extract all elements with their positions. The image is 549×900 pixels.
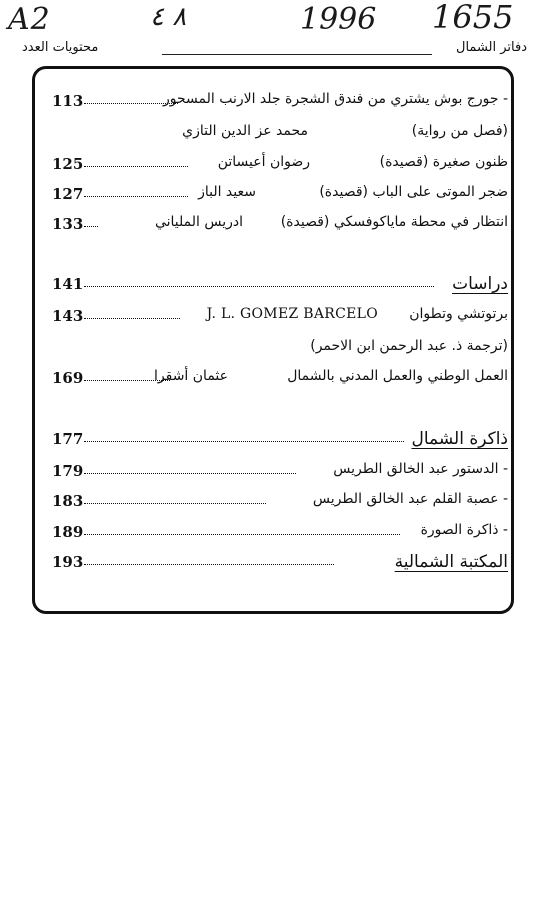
dot-leader bbox=[84, 441, 404, 442]
entry-title: انتظار في محطة ماياكوفسكي (قصيدة) bbox=[280, 214, 508, 230]
dot-leader bbox=[84, 166, 188, 167]
page-header bbox=[22, 40, 527, 62]
entry-title: - الدستور عبد الخالق الطريس bbox=[333, 461, 508, 477]
toc-entry bbox=[52, 460, 508, 484]
entry-author: ادريس الملياني bbox=[154, 214, 243, 230]
entry-author: J. L. GOMEZ BARCELO bbox=[206, 306, 378, 322]
page-number: 143 bbox=[52, 307, 84, 325]
entry-title: العمل الوطني والعمل المدني بالشمال bbox=[287, 368, 508, 384]
section-title: محتويات العدد bbox=[22, 40, 99, 55]
entry-note: (فصل من رواية) bbox=[411, 123, 508, 139]
toc-entry bbox=[52, 521, 508, 545]
entry-author: سعيد الباز bbox=[198, 184, 256, 200]
handwritten-year: 1996 bbox=[300, 2, 377, 37]
entry-title: - عصبة القلم عبد الخالق الطريس bbox=[312, 491, 508, 507]
section-title bbox=[452, 274, 508, 294]
section-heading-studies bbox=[52, 273, 508, 297]
dot-leader bbox=[84, 286, 434, 287]
entry-author: عثمان أشقرا bbox=[154, 368, 228, 384]
dot-leader bbox=[84, 473, 296, 474]
toc-entry-subline bbox=[52, 337, 508, 361]
toc-entry bbox=[52, 367, 508, 391]
entry-title: - جورج بوش يشتري من فندق الشجرة جلد الارنب المسحور bbox=[162, 91, 508, 107]
header-rule bbox=[162, 54, 432, 55]
toc-entry bbox=[52, 213, 508, 237]
page-number: 127 bbox=[52, 185, 84, 203]
section-title-text: دراسات bbox=[452, 274, 508, 294]
entry-title: - ذاكرة الصورة bbox=[420, 522, 508, 538]
handwritten-arabic-numeral: ٨ ٤ bbox=[150, 2, 187, 32]
entry-title: ضجر الموتى على الباب (قصيدة) bbox=[319, 184, 508, 200]
dot-leader bbox=[84, 534, 400, 535]
entry-title: برتوتشي وتطوان bbox=[409, 306, 508, 322]
page-number: 133 bbox=[52, 215, 84, 233]
entry-author: محمد عز الدين التازي bbox=[182, 123, 308, 139]
page-number: 125 bbox=[52, 155, 84, 173]
journal-title: دفاتر الشمال bbox=[456, 40, 527, 55]
toc-entry bbox=[52, 90, 508, 114]
toc-entry bbox=[52, 183, 508, 207]
page-number: 141 bbox=[52, 275, 84, 293]
dot-leader bbox=[84, 318, 180, 319]
section-heading-library bbox=[52, 551, 508, 575]
toc-entry bbox=[52, 153, 508, 177]
section-title-text: المكتبة الشمالية bbox=[394, 552, 508, 572]
toc-entry-subline bbox=[52, 122, 508, 146]
page-number: 169 bbox=[52, 369, 84, 387]
dot-leader bbox=[84, 503, 266, 504]
page-number: 189 bbox=[52, 523, 84, 541]
dot-leader bbox=[84, 564, 334, 565]
section-title-text: ذاكرة الشمال bbox=[411, 429, 508, 449]
handwritten-code: A2 bbox=[8, 2, 51, 37]
page-number: 183 bbox=[52, 492, 84, 510]
toc-entry bbox=[52, 305, 508, 329]
toc-entry bbox=[52, 490, 508, 514]
page-number: 179 bbox=[52, 462, 84, 480]
entry-title: ظنون صغيرة (قصيدة) bbox=[379, 154, 508, 170]
entry-author: رضوان أعيساتن bbox=[217, 154, 310, 170]
entry-note: (ترجمة ذ. عبد الرحمن ابن الاحمر) bbox=[310, 338, 508, 354]
page-number: 113 bbox=[52, 92, 84, 110]
dot-leader bbox=[84, 226, 98, 227]
page-number: 177 bbox=[52, 430, 84, 448]
handwritten-number: 1655 bbox=[432, 0, 514, 36]
section-heading-memory bbox=[52, 428, 508, 452]
page-number: 193 bbox=[52, 553, 84, 571]
dot-leader bbox=[84, 196, 188, 197]
section-title bbox=[411, 429, 508, 449]
section-title bbox=[395, 552, 508, 572]
